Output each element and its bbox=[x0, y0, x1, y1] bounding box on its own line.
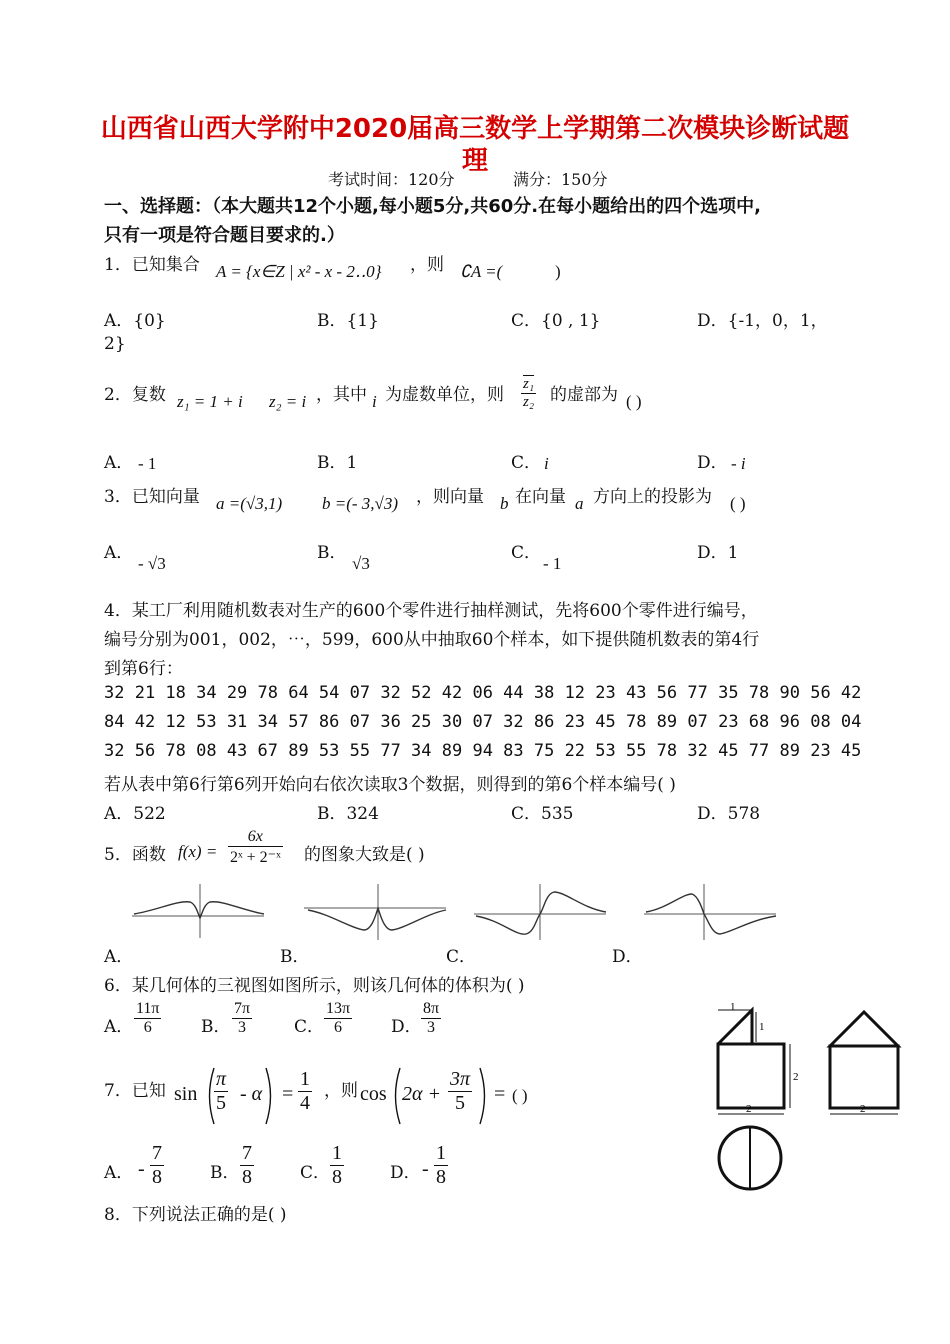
q5-option-b: B． bbox=[280, 947, 310, 967]
q6-option-c-num: 13π bbox=[326, 1000, 351, 1017]
q3-blank: ( ) bbox=[730, 494, 746, 513]
q7-option-d-sign: - bbox=[422, 1158, 429, 1180]
q7-option-b-frac bbox=[240, 1142, 254, 1189]
q7-option-a-num: 7 bbox=[152, 1142, 162, 1164]
exam-time: 考试时间：120分 bbox=[328, 170, 455, 189]
q2-z2: z₂ = i bbox=[269, 392, 307, 411]
fig-label-top: 1 bbox=[730, 1001, 736, 1013]
q6-option-c-label: C． bbox=[294, 1017, 325, 1037]
page-title-line2: 理 bbox=[461, 146, 488, 176]
q5-option-d: D． bbox=[612, 947, 643, 967]
q2-option-c-label: C． bbox=[511, 453, 542, 473]
q5-f: f(x) = bbox=[178, 842, 218, 861]
q2-option-b: B．1 bbox=[317, 453, 358, 473]
q7-eq: = bbox=[282, 1083, 294, 1105]
q4-option-a: A．522 bbox=[104, 804, 166, 824]
q5-option-c: C． bbox=[446, 947, 477, 967]
q3-vector-a: a =(√3,1) bbox=[216, 494, 283, 513]
q6-option-b-den: 3 bbox=[238, 1019, 247, 1036]
q4-random-row-3: 32 56 78 08 43 67 89 53 55 77 34 89 94 83 75 22 53 55 78 32 45 77 89 23 45 bbox=[104, 741, 862, 761]
fig-label-width2: 2 bbox=[860, 1103, 866, 1115]
q2-option-a-label: A． bbox=[104, 453, 134, 473]
q1-option-d-cont: 2} bbox=[104, 334, 126, 354]
q7-five-2: 5 bbox=[455, 1092, 466, 1114]
q3-option-d: D．1 bbox=[697, 543, 739, 563]
q7-five: 5 bbox=[216, 1092, 227, 1114]
q1-blank: ) bbox=[555, 262, 561, 281]
q2-fraction-den: z₂ bbox=[523, 394, 535, 410]
q7-two-alpha: 2α + bbox=[402, 1083, 441, 1105]
q2-stem: 2．复数 bbox=[104, 385, 166, 405]
q7-pi: π bbox=[216, 1068, 227, 1090]
q6-option-b-label: B． bbox=[201, 1017, 231, 1037]
q1-option-b: B．{1} bbox=[317, 311, 379, 331]
q4-random-row-2: 84 42 12 53 31 34 57 86 07 36 25 30 07 32 86 23 45 78 89 07 23 68 96 08 04 bbox=[104, 712, 862, 732]
q1-option-c: C．{0 , 1} bbox=[511, 311, 601, 331]
q6-option-d-num: 8π bbox=[423, 1000, 440, 1017]
section-heading: 一、选择题：（本大题共12个小题,每小题5分,共60分.在每小题给出的四个选项中, bbox=[104, 196, 761, 217]
q7-cos: cos bbox=[360, 1083, 387, 1105]
q6-option-b-frac bbox=[232, 1000, 252, 1037]
q3-option-a-value: - √3 bbox=[138, 554, 166, 573]
q5-option-a: A． bbox=[104, 947, 134, 967]
q1-expr: ∁A =( bbox=[460, 262, 503, 281]
q7-stem: 7．已知 bbox=[104, 1081, 166, 1101]
q8-stem: 8．下列说法正确的是( ) bbox=[104, 1205, 287, 1225]
q4-line3: 到第6行： bbox=[104, 659, 183, 679]
q2-option-d-label: D． bbox=[697, 453, 728, 473]
q3-option-a-label: A． bbox=[104, 543, 134, 563]
q6-option-d-frac bbox=[421, 1000, 441, 1037]
q5-fraction-num: 6x bbox=[228, 828, 283, 847]
q1-stem: 1．已知集合 bbox=[104, 255, 200, 275]
q7-left-paren-2 bbox=[390, 1066, 402, 1126]
q7-option-d-frac bbox=[434, 1142, 448, 1189]
section-heading-2: 只有一项是符合题目要求的.） bbox=[104, 225, 345, 246]
q4-line1: 4．某工厂利用随机数表对生产的600个零件进行抽样测试，先将600个零件进行编号， bbox=[104, 601, 758, 621]
q2-option-a-value: - 1 bbox=[138, 454, 157, 473]
q7-option-a-den: 8 bbox=[152, 1166, 162, 1188]
q7-frac-pi5 bbox=[214, 1068, 228, 1115]
q7-option-d-num: 1 bbox=[436, 1142, 446, 1164]
q5-fraction-den: 2ˣ + 2⁻ˣ bbox=[230, 849, 281, 866]
q3-mid2: 在向量 bbox=[515, 487, 566, 507]
q2-fraction-num: z₁ bbox=[523, 376, 535, 392]
q3-avar: a bbox=[575, 494, 584, 513]
q6-option-a-den: 6 bbox=[143, 1019, 152, 1036]
q7-option-c-den: 8 bbox=[332, 1166, 342, 1188]
q7-right-paren-1 bbox=[264, 1066, 276, 1126]
fig-label-width1: 2 bbox=[746, 1103, 752, 1115]
q7-option-d-den: 8 bbox=[436, 1166, 446, 1188]
q7-frac-14 bbox=[298, 1068, 312, 1115]
q7-option-b-num: 7 bbox=[242, 1142, 252, 1164]
q7-right-paren-2 bbox=[478, 1066, 490, 1126]
q2-i: i bbox=[372, 392, 377, 411]
q2-fraction bbox=[521, 376, 536, 411]
q2-blank: ( ) bbox=[626, 392, 642, 411]
q6-option-d-den: 3 bbox=[427, 1019, 436, 1036]
q6-stem: 6．某几何体的三视图如图所示，则该几何体的体积为( ) bbox=[104, 976, 525, 996]
q6-option-a-frac bbox=[134, 1000, 161, 1037]
q7-blank: ( ) bbox=[512, 1086, 528, 1105]
q3-option-b-label: B． bbox=[317, 543, 347, 563]
q6-option-c-frac bbox=[324, 1000, 352, 1037]
q4-line4: 若从表中第6行第6列开始向右依次读取3个数据，则得到的第6个样本编号( ) bbox=[104, 775, 676, 795]
q1-option-a: A．{0} bbox=[104, 311, 166, 331]
q7-then: ，则 bbox=[324, 1081, 358, 1101]
q1-then: ，则 bbox=[410, 255, 444, 275]
q3-mid: ，则向量 bbox=[416, 487, 484, 507]
q5-graph-d bbox=[640, 880, 780, 942]
q5-stem: 5．函数 bbox=[104, 845, 166, 865]
q2-option-c-value: i bbox=[544, 454, 549, 473]
q3-vector-b: b =(- 3,√3) bbox=[322, 494, 399, 513]
top-view bbox=[719, 1127, 781, 1189]
q6-three-view-figure bbox=[700, 1000, 920, 1200]
q4-option-d: D．578 bbox=[697, 804, 761, 824]
q6-option-a-label: A． bbox=[104, 1017, 134, 1037]
q2-z1: z₁ = 1 + i bbox=[177, 392, 243, 411]
page-title: 山西省山西大学附中2020届高三数学上学期第二次模块诊断试题 bbox=[100, 114, 850, 144]
q2-mid2: 为虚数单位，则 bbox=[385, 385, 504, 405]
side-view bbox=[830, 1012, 898, 1115]
q5-tail: 的图象大致是( ) bbox=[304, 845, 425, 865]
q3-option-c-label: C． bbox=[511, 543, 542, 563]
q5-graph-b bbox=[300, 880, 450, 942]
q7-option-b-den: 8 bbox=[242, 1166, 252, 1188]
q5-fraction bbox=[228, 828, 283, 867]
q7-three-pi: 3π bbox=[450, 1068, 471, 1090]
q4-option-b: B．324 bbox=[317, 804, 379, 824]
q5-graph-a bbox=[128, 880, 268, 942]
q2-option-d-value: - i bbox=[731, 454, 746, 473]
q7-option-b-label: B． bbox=[210, 1163, 240, 1183]
q7-four: 4 bbox=[300, 1092, 310, 1114]
q4-option-c: C．535 bbox=[511, 804, 574, 824]
q7-sin: sin bbox=[174, 1083, 198, 1105]
q7-option-c-num: 1 bbox=[332, 1142, 342, 1164]
q3-tail: 方向上的投影为 bbox=[593, 487, 712, 507]
q5-graph-c bbox=[470, 880, 610, 942]
q2-mid: ，其中 bbox=[316, 385, 367, 405]
front-view bbox=[718, 1001, 799, 1115]
q7-frac-3pi5 bbox=[448, 1068, 472, 1115]
fig-label-height2: 2 bbox=[793, 1071, 799, 1083]
q1-option-d: D．{-1，0，1， bbox=[697, 311, 828, 331]
q7-option-a-frac bbox=[150, 1142, 164, 1189]
q4-random-row-1: 32 21 18 34 29 78 64 54 07 32 52 42 06 44 38 12 23 43 56 77 35 78 90 56 42 bbox=[104, 683, 862, 703]
q6-option-a-num: 11π bbox=[136, 1000, 160, 1017]
q3-stem: 3．已知向量 bbox=[104, 487, 200, 507]
q7-one: 1 bbox=[300, 1068, 310, 1090]
q4-line2: 编号分别为001，002，⋯，599，600从中抽取60个样本，如下提供随机数表的第4行 bbox=[104, 630, 760, 650]
q7-option-c-label: C． bbox=[300, 1163, 331, 1183]
q7-option-a-label: A． bbox=[104, 1163, 134, 1183]
q6-option-c-den: 6 bbox=[334, 1019, 343, 1036]
q6-option-d-label: D． bbox=[391, 1017, 422, 1037]
q6-option-b-num: 7π bbox=[234, 1000, 251, 1017]
q3-bvar: b bbox=[500, 494, 509, 513]
q1-set: A = {x∈Z | x² - x - 2‥0} bbox=[216, 262, 382, 281]
q3-option-c-value: - 1 bbox=[543, 554, 562, 573]
q2-tail: 的虚部为 bbox=[550, 385, 618, 405]
exam-score: 满分：150分 bbox=[513, 170, 608, 189]
q7-option-a-sign: - bbox=[138, 1158, 145, 1180]
q7-option-c-frac bbox=[330, 1142, 344, 1189]
q7-option-d-label: D． bbox=[390, 1163, 421, 1183]
fig-label-height1: 1 bbox=[759, 1021, 765, 1033]
q7-minus-alpha: - α bbox=[240, 1083, 263, 1105]
q3-option-b-value: √3 bbox=[352, 554, 370, 573]
q7-eq2: = bbox=[494, 1083, 506, 1105]
